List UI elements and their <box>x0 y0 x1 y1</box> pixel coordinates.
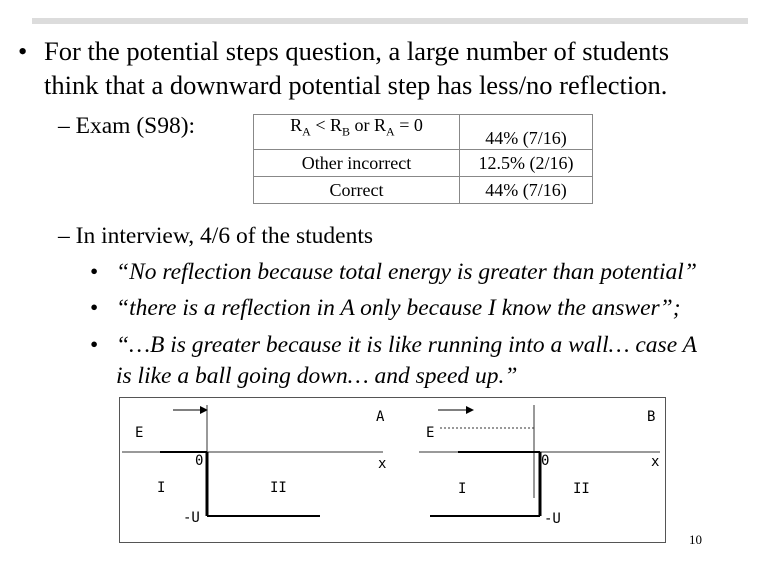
panel-b-zero: 0 <box>541 453 550 469</box>
row-label: Correct <box>254 177 460 204</box>
panel-a-zero: 0 <box>195 453 204 469</box>
panel-a-energy: E <box>135 425 144 441</box>
title-divider-bar <box>32 18 748 24</box>
panel-b-energy: E <box>426 425 435 441</box>
quote-1 <box>90 256 760 288</box>
diagram-drawing <box>120 398 665 542</box>
row-value: 44% (7/16) <box>460 115 593 150</box>
exam-results-table <box>253 114 593 204</box>
row-label: Other incorrect <box>254 150 460 177</box>
panel-b-region-1: I <box>458 481 467 497</box>
row-label: $R_A < R_B$ or $R_A = 0$ <box>254 115 460 150</box>
panel-a-x: x <box>378 456 387 472</box>
panel-a-region-2: II <box>270 480 287 496</box>
quote-3 <box>90 329 760 393</box>
main-bullet <box>18 34 758 102</box>
panel-a-title: A <box>376 409 385 425</box>
exam-label: – Exam (S98): <box>58 113 196 139</box>
panel-a-potential: -U <box>183 510 200 526</box>
quote-text: “…B is greater because it is like running into a wall… case A <box>116 332 697 358</box>
row-value: 12.5% (2/16) <box>460 150 593 177</box>
main-bullet-line-1: For the potential steps question, a large number of students <box>44 36 670 66</box>
bullet-marker: • <box>90 295 99 321</box>
bullet-marker: • <box>18 36 28 66</box>
arrowhead-b <box>466 406 474 414</box>
quote-2 <box>90 292 760 324</box>
bullet-marker: • <box>90 332 99 358</box>
quote-text: “No reflection because total energy is greater than potential” <box>116 259 697 285</box>
page-number: 10 <box>689 532 702 547</box>
quote-text: “there is a reflection in A only because I know the answer”; <box>116 295 681 321</box>
potential-step-diagram <box>119 397 666 543</box>
panel-b-potential: -U <box>544 511 561 527</box>
table-row <box>254 150 593 177</box>
table-row <box>254 177 593 204</box>
panel-b-region-2: II <box>573 481 590 497</box>
main-bullet-line-2: think that a downward potential step has less/no reflection. <box>44 70 668 100</box>
panel-b-x: x <box>651 454 660 470</box>
table-row <box>254 115 593 150</box>
row-value: 44% (7/16) <box>460 177 593 204</box>
bullet-marker: • <box>90 259 99 285</box>
panel-a-region-1: I <box>157 480 166 496</box>
panel-b-title: B <box>647 409 656 425</box>
interview-label: – In interview, 4/6 of the students <box>58 223 374 249</box>
quote-text-continued: is like a ball going down… and speed up.” <box>116 363 518 389</box>
